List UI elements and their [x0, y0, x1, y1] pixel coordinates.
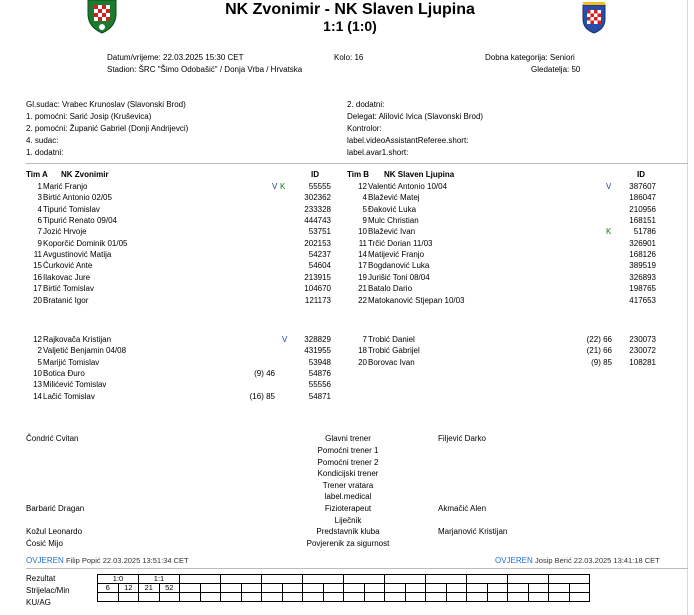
substitution-info: (9) 46 — [254, 369, 275, 379]
grid-scorer-cell: 21 — [139, 584, 160, 593]
player-id: 326893 — [629, 272, 656, 282]
player-number: 17 — [358, 261, 367, 271]
player-id: 108281 — [629, 357, 656, 367]
grid-scorer-cell — [200, 584, 221, 593]
grid-cards-cell — [98, 593, 119, 602]
grid-result-cell — [549, 575, 590, 584]
grid-scorer-cell — [262, 584, 283, 593]
grid-scorer-cell — [549, 584, 570, 593]
match-stadium: Stadion: ŠRC "Šimo Odobašić" / Donja Vrba / Hrvatska — [107, 65, 303, 74]
player-number: 20 — [33, 295, 42, 305]
player-id: 444743 — [304, 216, 331, 226]
grid-cards-cell — [364, 593, 385, 602]
grid-scorer-cell — [385, 584, 406, 593]
player-id: 53948 — [308, 357, 331, 367]
verification-a — [26, 556, 189, 565]
official-line: label.avar1.short: — [347, 148, 409, 157]
player-name: Ćurković Ante — [43, 261, 93, 271]
official-line: Kontrolor: — [347, 124, 382, 133]
player-id: 54237 — [308, 250, 331, 260]
grid-scorer-cell — [487, 584, 508, 593]
grid-result-cell: 1:0 — [98, 575, 139, 584]
official-line: 1. dodatni: — [26, 148, 64, 157]
match-round: Kolo: 16 — [334, 53, 364, 62]
team-a-label: Tim A — [26, 170, 48, 179]
team-a-id-header: ID — [311, 170, 319, 179]
grid-scorer-cell — [446, 584, 467, 593]
grid-cards-cell — [446, 593, 467, 602]
grid-scorer-cell — [508, 584, 529, 593]
captain-mark: V — [272, 182, 278, 191]
grid-scorer-cell — [241, 584, 262, 593]
grid-result-cell — [303, 575, 344, 584]
player-name: Trobić Daniel — [368, 335, 415, 344]
team-b-id-header: ID — [637, 170, 645, 179]
team-b-name: NK Slaven Ljupina — [384, 170, 455, 179]
staff-role-label: Pomoćni trener 2 — [317, 458, 379, 467]
verified-label-b: OVJEREN — [495, 556, 533, 565]
official-line: 4. sudac: — [26, 136, 59, 145]
player-number: 15 — [33, 261, 42, 271]
grid-cards-cell — [200, 593, 221, 602]
grid-scorer-cell — [180, 584, 201, 593]
staff-role-label: Liječnik — [334, 516, 362, 525]
player-id: 198765 — [629, 284, 656, 294]
player-number: 22 — [358, 295, 367, 305]
player-id: 389519 — [629, 261, 656, 271]
player-number: 5 — [362, 204, 367, 214]
grid-cards-cell — [323, 593, 344, 602]
match-spectators: Gledatelja: 50 — [531, 65, 581, 74]
grid-cards-cell — [221, 593, 242, 602]
grid-cards-cell — [405, 593, 426, 602]
grid-cards-cell — [282, 593, 303, 602]
player-id: 326901 — [629, 238, 656, 248]
player-number: 10 — [358, 227, 367, 237]
player-number: 4 — [37, 204, 42, 214]
player-number: 3 — [37, 193, 42, 203]
player-number: 11 — [33, 250, 42, 260]
verified-label-a: OVJEREN — [26, 556, 64, 565]
player-number: 9 — [37, 238, 42, 248]
official-line: label.videoAssistantReferee.short: — [347, 136, 469, 145]
grid-result-cell — [508, 575, 549, 584]
staff-a-physio: Barbarić Dragan — [26, 504, 85, 513]
player-id: 230072 — [629, 346, 656, 356]
player-name: Valjetić Benjamin 04/08 — [43, 346, 127, 356]
player-number: 17 — [33, 284, 42, 294]
captain-mark: V — [282, 335, 288, 344]
grid-scorer-cell — [221, 584, 242, 593]
grid-cards-cell — [549, 593, 570, 602]
grid-scorer-cell — [569, 584, 590, 593]
player-number: 11 — [358, 238, 367, 248]
player-number: 1 — [37, 182, 42, 191]
grid-cards-cell — [118, 593, 139, 602]
player-number: 18 — [358, 346, 367, 356]
player-name: Rajkovača Kristijan — [43, 335, 112, 344]
player-id: 417653 — [629, 295, 656, 305]
player-number: 7 — [362, 335, 367, 344]
player-name: Blažević Matej — [368, 193, 420, 203]
grid-result-cell — [385, 575, 426, 584]
staff-a-club-rep: Kožul Leonardo — [26, 527, 83, 536]
player-number: 10 — [33, 369, 42, 379]
official-line: 1. pomoćni: Sarić Josip (Kruševica) — [26, 112, 152, 121]
player-number: 14 — [33, 391, 42, 401]
grid-cards-cell — [467, 593, 488, 602]
player-id: 54871 — [308, 391, 331, 401]
match-score: 1:1 (1:0) — [323, 18, 377, 34]
goalkeeper-mark: K — [280, 182, 286, 191]
player-name: Trobić Gabrijel — [368, 346, 420, 356]
player-number: 12 — [358, 182, 367, 191]
grid-label-scorer: Strijelac/Min — [26, 586, 70, 595]
grid-result-cell — [426, 575, 467, 584]
grid-scorer-cell: 12 — [118, 584, 139, 593]
grid-cards-cell — [344, 593, 365, 602]
player-id: 230073 — [629, 335, 656, 344]
grid-label-cards: KU/AG — [26, 598, 51, 607]
player-id: 121173 — [304, 295, 331, 305]
player-number: 14 — [358, 250, 367, 260]
nk-zvonimir-crest — [85, 0, 119, 34]
staff-role-label: Glavni trener — [325, 434, 371, 443]
player-name: Tipurić Tomislav — [43, 204, 100, 214]
official-line: Gl.sudac: Vrabec Krunoslav (Slavonski Brod) — [26, 100, 186, 109]
match-category: Dobna kategorija: Seniori — [485, 53, 575, 62]
grid-scorer-cell — [364, 584, 385, 593]
grid-scorer-cell — [467, 584, 488, 593]
staff-role-label: label.medical — [324, 492, 372, 501]
grid-scorer-cell — [405, 584, 426, 593]
staff-role-label: Fizioterapeut — [324, 504, 372, 513]
staff-role-label: Trener vratara — [322, 481, 374, 490]
player-id: 168126 — [629, 250, 656, 260]
grid-cards-cell — [487, 593, 508, 602]
player-name: Batalo Dario — [368, 284, 413, 294]
substitution-info: (16) 85 — [249, 391, 275, 401]
player-name: Marić Franjo — [43, 182, 88, 191]
player-name: Borovac Ivan — [368, 357, 415, 367]
staff-b-physio: Akmačić Alen — [438, 504, 487, 513]
player-id: 302362 — [304, 193, 331, 203]
grid-result-cell — [221, 575, 262, 584]
grid-cards-cell — [569, 593, 590, 602]
player-name: Ilakovac Jure — [43, 272, 91, 282]
player-name: Bratanić Igor — [43, 295, 89, 305]
player-number: 6 — [37, 216, 42, 226]
grid-scorer-cell — [344, 584, 365, 593]
player-name: Matijević Franjo — [368, 250, 425, 260]
grid-cards-cell — [262, 593, 283, 602]
official-line: Delegat: Alilović Ivica (Slavonski Brod) — [347, 112, 484, 121]
player-name: Blažević Ivan — [368, 227, 416, 237]
player-number: 21 — [358, 284, 367, 294]
player-name: Lačić Tomislav — [43, 391, 95, 401]
player-id: 104670 — [304, 284, 331, 294]
player-number: 20 — [358, 357, 367, 367]
verified-text-a: Filip Popić 22.03.2025 13:51:34 CET — [66, 556, 189, 565]
grid-scorer-cell — [282, 584, 303, 593]
grid-scorer-cell — [303, 584, 324, 593]
player-name: Koporčić Dominik 01/05 — [43, 238, 128, 248]
player-number: 2 — [37, 346, 42, 356]
staff-b-head-coach: Filjević Darko — [438, 434, 487, 443]
player-id: 51786 — [633, 227, 656, 237]
match-title: NK Zvonimir - NK Slaven Ljupina — [225, 1, 475, 18]
team-b-label: Tim B — [347, 170, 370, 179]
grid-cards-cell — [139, 593, 160, 602]
divider — [26, 568, 688, 569]
grid-cards-cell — [159, 593, 180, 602]
player-number: 4 — [362, 193, 367, 203]
grid-result-cell: 1:1 — [139, 575, 180, 584]
player-id: 328829 — [304, 335, 331, 344]
player-name: Jurišić Toni 08/04 — [368, 272, 430, 282]
team-a-name: NK Zvonimir — [61, 170, 109, 179]
player-id: 202153 — [304, 238, 331, 248]
player-name: Avgustinović Matija — [43, 250, 112, 260]
player-id: 54604 — [308, 261, 331, 271]
grid-cards-cell — [385, 593, 406, 602]
player-id: 186047 — [629, 193, 656, 203]
player-id: 210956 — [629, 204, 656, 214]
official-line: 2. dodatni: — [347, 100, 385, 109]
grid-result-cell — [262, 575, 303, 584]
player-name: Milićević Tomislav — [43, 380, 107, 390]
player-name: Trčić Dorian 11/03 — [368, 238, 433, 248]
substitution-info: (21) 66 — [586, 346, 612, 356]
player-id: 53751 — [308, 227, 331, 237]
grid-scorer-cell: 6 — [98, 584, 119, 593]
player-name: Birtić Antonio 02/05 — [43, 193, 112, 203]
staff-role-label: Pomoćni trener 1 — [317, 446, 379, 455]
official-line: 2. pomoćni: Županić Gabriel (Donji Andrijevci) — [26, 124, 189, 133]
substitution-info: (22) 66 — [586, 335, 612, 344]
nk-slaven-ljupina-crest — [581, 2, 607, 34]
player-id: 431955 — [304, 346, 331, 356]
player-number: 9 — [362, 216, 367, 226]
player-number: 7 — [37, 227, 42, 237]
player-id: 387607 — [629, 182, 656, 191]
grid-label-result: Rezultat — [26, 574, 56, 583]
player-id: 54876 — [308, 369, 331, 379]
player-id: 233328 — [304, 204, 331, 214]
staff-a-security: Ćosić Mijo — [26, 539, 63, 548]
player-name: Tipurić Renato 09/04 — [43, 216, 117, 226]
verified-text-b: Josip Berić 22.03.2025 13:41:18 CET — [535, 556, 660, 565]
grid-cards-cell — [528, 593, 549, 602]
player-id: 55555 — [308, 182, 331, 191]
page-edge — [687, 0, 688, 615]
player-name: Đaković Luka — [368, 204, 417, 214]
grid-scorer-cell — [426, 584, 447, 593]
goalkeeper-mark: K — [606, 227, 612, 237]
player-id: 213915 — [304, 272, 331, 282]
player-number: 12 — [33, 335, 42, 344]
grid-result-cell — [467, 575, 508, 584]
divider — [26, 163, 688, 164]
player-name: Bogdanović Luka — [368, 261, 430, 271]
grid-cards-cell — [180, 593, 201, 602]
player-name: Marijić Tomislav — [43, 357, 100, 367]
staff-role-label: Povjerenik za sigurnost — [306, 539, 390, 548]
grid-cards-cell — [241, 593, 262, 602]
player-number: 16 — [33, 272, 42, 282]
captain-mark: V — [606, 182, 612, 191]
grid-scorer-cell: 52 — [159, 584, 180, 593]
staff-role-label: Predstavnik kluba — [316, 527, 380, 536]
player-name: Mulc Christian — [368, 216, 419, 226]
grid-cards-cell — [508, 593, 529, 602]
player-name: Birtić Tomislav — [43, 284, 94, 294]
grid-result-cell — [344, 575, 385, 584]
player-number: 19 — [358, 272, 367, 282]
player-name: Jozić Hrvoje — [43, 227, 87, 237]
player-id: 55556 — [308, 380, 331, 390]
staff-role-label: Kondicijski trener — [317, 469, 379, 478]
player-number: 13 — [33, 380, 42, 390]
substitution-info: (9) 85 — [591, 357, 612, 367]
player-name: Matokanović Stjepan 10/03 — [368, 295, 465, 305]
player-id: 168151 — [629, 216, 656, 226]
player-number: 5 — [37, 357, 42, 367]
grid-scorer-cell — [528, 584, 549, 593]
staff-a-head-coach: Čondrić Cvitan — [26, 434, 79, 443]
grid-cards-cell — [303, 593, 324, 602]
verification-b — [495, 556, 660, 565]
grid-scorer-cell — [323, 584, 344, 593]
staff-b-club-rep: Marjanović Kristijan — [438, 527, 508, 536]
grid-cards-cell — [426, 593, 447, 602]
result-grid — [97, 574, 590, 602]
player-name: Valentić Antonio 10/04 — [368, 182, 448, 191]
grid-result-cell — [180, 575, 221, 584]
player-name: Botica Đuro — [43, 369, 85, 379]
match-date-time: Datum/vrijeme: 22.03.2025 15:30 CET — [107, 53, 244, 62]
